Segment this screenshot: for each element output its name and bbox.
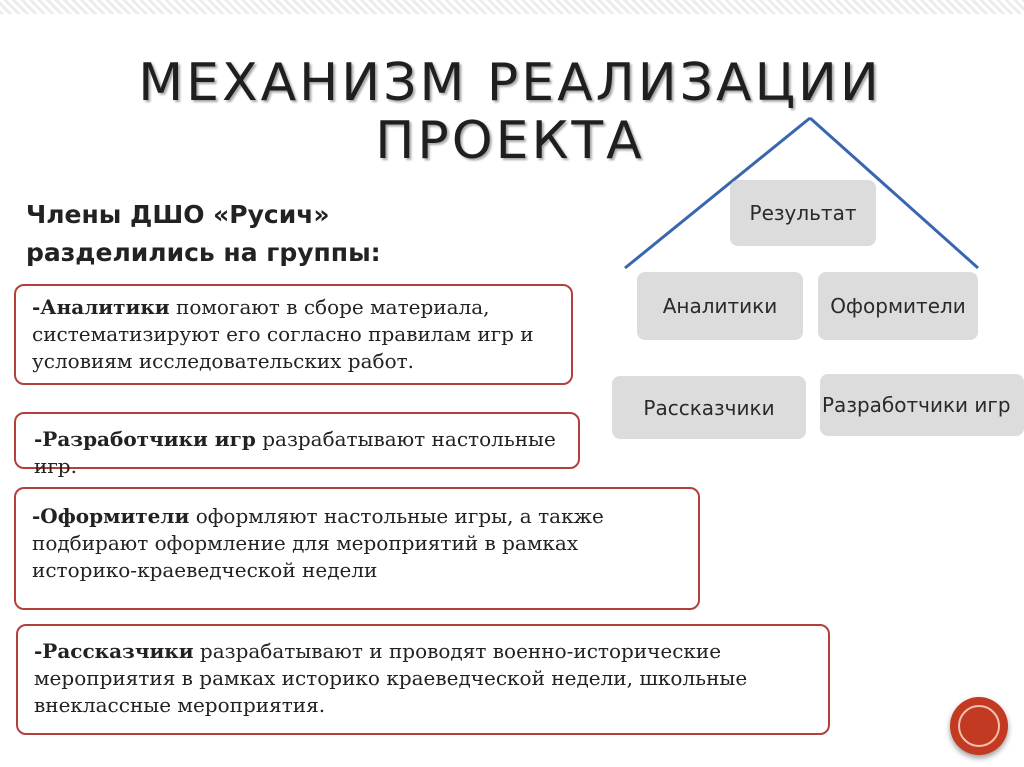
card-storytellers-text: разрабатывают и проводят военно-исторические мероприятия в рамках историко краеведческой недели, школьные внеклассные мероприятия.	[34, 639, 748, 717]
circle-next-icon[interactable]	[950, 697, 1008, 755]
diagram-box-storytellers: Рассказчики	[612, 376, 806, 439]
page-title: МЕХАНИЗМ РЕАЛИЗАЦИИ ПРОЕКТА	[138, 53, 882, 171]
diagram-box-developers: Разработчики игр	[820, 374, 1024, 436]
card-designers-text: оформляют настольные игры, а также подбирают оформление для мероприятий в рамках историко-краеведческой недели	[32, 504, 604, 582]
subtitle-line-2: разделились на группы:	[26, 238, 381, 267]
diagram-box-result: Результат	[730, 180, 876, 246]
card-analytics-heading: -Аналитики	[32, 295, 170, 319]
diagram-box-designers: Оформители	[818, 272, 978, 340]
diagram-box-analytics: Аналитики	[637, 272, 803, 340]
card-storytellers-heading: -Рассказчики	[34, 639, 194, 663]
card-analytics-text: помогают в сборе материала, систематизируют его согласно правилам игр и условиям исследовательских работ.	[32, 295, 534, 373]
card-designers-heading: -Оформители	[32, 504, 190, 528]
card-developers-text: разрабатывают настольные игр.	[34, 427, 556, 478]
card-developers-heading: -Разработчики игр	[34, 427, 256, 451]
subtitle-line-1: Члены ДШО «Русич»	[26, 200, 330, 229]
